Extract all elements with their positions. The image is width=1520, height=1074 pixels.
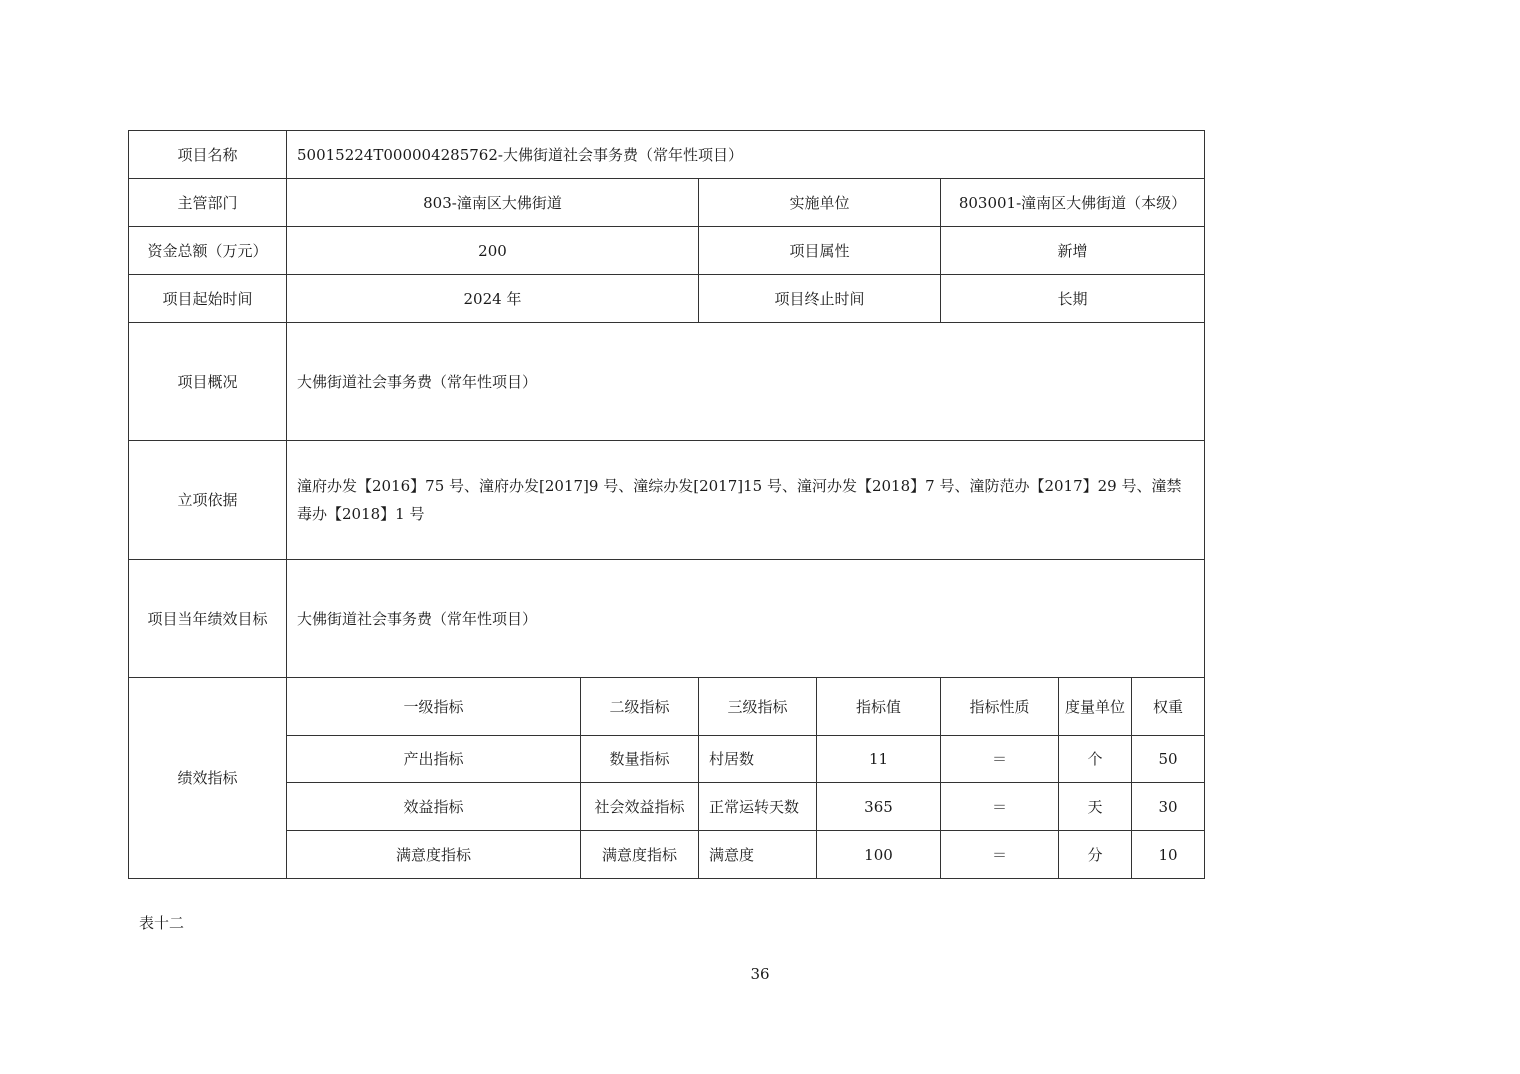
project-performance-table (128, 130, 1205, 879)
indicator-weight: 30 (1132, 783, 1205, 831)
attr-value: 新增 (941, 227, 1205, 275)
indicator-unit: 个 (1059, 736, 1132, 783)
dept-label: 主管部门 (129, 179, 287, 227)
impl-unit-label: 实施单位 (699, 179, 941, 227)
start-label: 项目起始时间 (129, 275, 287, 323)
header-level1: 一级指标 (287, 678, 581, 736)
row-goal (129, 560, 1205, 678)
goal-label: 项目当年绩效目标 (129, 560, 287, 678)
indicator-value: 11 (817, 736, 941, 783)
indicator-unit: 分 (1059, 831, 1132, 879)
basis-label: 立项依据 (129, 441, 287, 560)
indicator-level1: 满意度指标 (287, 831, 581, 879)
indicator-value: 365 (817, 783, 941, 831)
indicator-value: 100 (817, 831, 941, 879)
indicator-row (129, 831, 1205, 879)
page-number: 36 (750, 965, 770, 983)
end-label: 项目终止时间 (699, 275, 941, 323)
indicator-nature: ＝ (941, 736, 1059, 783)
indicator-level2: 数量指标 (581, 736, 699, 783)
indicator-level2: 社会效益指标 (581, 783, 699, 831)
header-unit: 度量单位 (1059, 678, 1132, 736)
attr-label: 项目属性 (699, 227, 941, 275)
row-dept (129, 179, 1205, 227)
header-level3: 三级指标 (699, 678, 817, 736)
goal-value: 大佛街道社会事务费（常年性项目） (287, 560, 1205, 678)
indicator-nature: ＝ (941, 783, 1059, 831)
overview-value: 大佛街道社会事务费（常年性项目） (287, 323, 1205, 441)
total-fund-label: 资金总额（万元） (129, 227, 287, 275)
row-project-name (129, 131, 1205, 179)
start-value: 2024 年 (287, 275, 699, 323)
indicator-weight: 50 (1132, 736, 1205, 783)
project-name-value: 50015224T000004285762-大佛街道社会事务费（常年性项目） (287, 131, 1205, 179)
indicator-level1: 效益指标 (287, 783, 581, 831)
row-time (129, 275, 1205, 323)
header-level2: 二级指标 (581, 678, 699, 736)
row-indicator-headers (129, 678, 1205, 736)
header-value: 指标值 (817, 678, 941, 736)
indicator-weight: 10 (1132, 831, 1205, 879)
row-fund (129, 227, 1205, 275)
header-weight: 权重 (1132, 678, 1205, 736)
indicator-level3: 满意度 (699, 831, 817, 879)
dept-value: 803-潼南区大佛街道 (287, 179, 699, 227)
header-nature: 指标性质 (941, 678, 1059, 736)
indicator-level2: 满意度指标 (581, 831, 699, 879)
indicator-level3: 村居数 (699, 736, 817, 783)
impl-unit-value: 803001-潼南区大佛街道（本级） (941, 179, 1205, 227)
indicator-level3: 正常运转天数 (699, 783, 817, 831)
indicator-level1: 产出指标 (287, 736, 581, 783)
project-name-label: 项目名称 (129, 131, 287, 179)
table-caption: 表十二 (139, 914, 185, 932)
indicator-row (129, 783, 1205, 831)
basis-value: 潼府办发【2016】75 号、潼府办发[2017]9 号、潼综办发[2017]15 号、潼河办发【2018】7 号、潼防范办【2017】29 号、潼禁毒办【2018】1 号 (287, 441, 1205, 560)
end-value: 长期 (941, 275, 1205, 323)
indicator-row (129, 736, 1205, 783)
total-fund-value: 200 (287, 227, 699, 275)
indicators-label: 绩效指标 (129, 678, 287, 879)
indicator-unit: 天 (1059, 783, 1132, 831)
row-basis (129, 441, 1205, 560)
row-overview (129, 323, 1205, 441)
overview-label: 项目概况 (129, 323, 287, 441)
indicator-nature: ＝ (941, 831, 1059, 879)
